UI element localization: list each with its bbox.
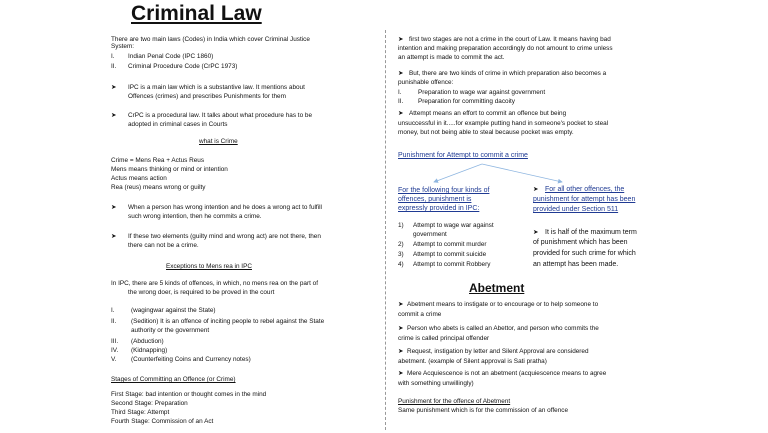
code-text-2: Criminal Procedure Code (CrPC 1973) — [128, 63, 238, 70]
other-offences-head-3: provided under Section 511 — [533, 206, 619, 213]
exception-num-1: I. — [111, 307, 115, 314]
arrow-bullet-icon: ➤ — [533, 186, 539, 193]
exception-num-5: V. — [111, 356, 117, 363]
offence-text-4: Attempt to commit Robbery — [413, 261, 491, 268]
stage-1: First Stage: bad intention or thought comes in the mind — [111, 391, 267, 398]
arrow-bullet-icon: ➤ — [398, 370, 404, 377]
arrow-bullet-icon: ➤ — [398, 36, 404, 43]
four-kinds-head-3: expressly provided in IPC: — [398, 205, 480, 212]
prep-num-1: I. — [398, 89, 402, 96]
stages-note-line-1: first two stages are not a crime in the court of Law. It means having bad — [409, 36, 611, 43]
intro-line-2: System: — [111, 43, 135, 50]
stage-2: Second Stage: Preparation — [111, 400, 188, 407]
stages-note-line-2: intention and making preparation accordingly do not amount to crime unless — [398, 45, 613, 52]
crime-def-3: Actus means action — [111, 175, 167, 182]
prep-note-line-1: But, there are two kinds of crime in which preparation also becomes a — [409, 70, 607, 77]
intention-bullet-line-1: When a person has wrong intention and he does a wrong act to fulfill — [128, 204, 322, 211]
four-kinds-head-2: offences, punishment is — [398, 196, 472, 203]
what-is-crime-heading: what is Crime — [199, 138, 238, 145]
prep-text-1: Preparation to wage war against government — [418, 89, 546, 96]
abetment-punishment-heading: Punishment for the offence of Abetment — [398, 398, 511, 405]
offence-num-4: 4) — [398, 261, 404, 268]
exception-text-3: (Abduction) — [131, 338, 164, 345]
offence-num-2: 2) — [398, 241, 404, 248]
arrow-bullet-icon: ➤ — [398, 348, 404, 355]
other-offences-head-1: For all other offences, the — [545, 186, 625, 193]
elements-bullet-line-1: If these two elements (guilty mind and wrong act) are not there, then — [128, 233, 321, 240]
abetment-b4-line-1: Mere Acquiescence is not an abetment (acquiescence means to agree — [407, 370, 607, 377]
other-offences-head-2: punishment for attempt has been — [533, 196, 636, 203]
four-kinds-head-1: For the following four kinds of — [398, 187, 490, 194]
arrow-bullet-icon: ➤ — [533, 229, 539, 236]
arrow-bullet-icon: ➤ — [111, 112, 117, 119]
crpc-bullet-line-2: adopted in criminal cases in Courts — [128, 121, 228, 128]
half-term-line-3: provided for such crime for which — [533, 250, 636, 257]
exception-text-1: (wagingwar against the State) — [131, 307, 216, 314]
column-divider — [385, 30, 386, 430]
exception-text-5: (Counterfeiting Coins and Currency notes) — [131, 356, 251, 363]
attempt-line-2: unsuccessful in it.....for example putting hand in someone's pocket to steal — [398, 120, 609, 127]
abetment-b3-line-2: abetment. (example of Silent approval is Sati pratha) — [398, 358, 547, 365]
abetment-b2-line-1: Person who abets is called an Abettor, and person who commits the — [407, 325, 599, 332]
stages-heading: Stages of Committing an Offence (or Crime) — [111, 376, 236, 383]
crime-def-2: Mens means thinking or mind or intention — [111, 166, 228, 173]
offence-text-3: Attempt to commit suicide — [413, 251, 487, 258]
prep-num-2: II. — [398, 98, 404, 105]
offence-text-1b: government — [413, 231, 447, 238]
abetment-b1-line-1: Abetment means to instigate or to encourage or to help someone to — [407, 301, 599, 308]
arrow-bullet-icon: ➤ — [111, 233, 117, 240]
crime-def-4: Rea (reus) means wrong or guilty — [111, 184, 206, 191]
stages-note-line-3: an attempt is made to commit the act. — [398, 54, 505, 61]
code-num-1: I. — [111, 53, 115, 60]
exception-num-2: II. — [111, 318, 117, 325]
elements-bullet-line-2: there can not be a crime. — [128, 242, 199, 249]
half-term-line-2: of punishment which has been — [533, 239, 628, 246]
branch-arrows-icon — [420, 160, 620, 188]
arrow-bullet-icon: ➤ — [111, 204, 117, 211]
ipc-bullet-line-2: Offences (crimes) and prescribes Punishments for them — [128, 93, 286, 100]
abetment-b3-line-1: Request, instigation by letter and Silent Approval are considered — [407, 348, 589, 355]
arrow-bullet-icon: ➤ — [398, 301, 404, 308]
half-term-line-1: It is half of the maximum term — [545, 229, 637, 236]
arrow-bullet-icon: ➤ — [111, 84, 117, 91]
code-num-2: II. — [111, 63, 117, 70]
exception-text-2b: authority or the government — [131, 327, 210, 334]
exception-num-3: III. — [111, 338, 119, 345]
arrow-bullet-icon: ➤ — [398, 70, 404, 77]
arrow-bullet-icon: ➤ — [398, 325, 404, 332]
exception-text-2a: (Sedition) It is an offence of inciting people to rebel against the State — [131, 318, 325, 325]
exception-num-4: IV. — [111, 347, 119, 354]
arrow-bullet-icon: ➤ — [398, 110, 404, 117]
offence-text-1a: Attempt to wage war against — [413, 222, 494, 229]
ipc-bullet-line-1: IPC is a main law which is a substantive law. It mentions about — [128, 84, 305, 91]
crime-def-1: Crime = Mens Rea + Actus Reus — [111, 157, 205, 164]
exceptions-intro-1: In IPC, there are 5 kinds of offences, in which, no mens rea on the part of — [111, 280, 318, 287]
abetment-punishment-text: Same punishment which is for the commission of an offence — [398, 407, 569, 414]
abetment-heading: Abetment — [469, 281, 525, 295]
abetment-b4-line-2: with something unwillingly) — [398, 380, 474, 387]
offence-text-2: Attempt to commit murder — [413, 241, 487, 248]
intro-line-1: There are two main laws (Codes) in India which cover Criminal Justice — [111, 36, 310, 43]
crpc-bullet-line-1: CrPC is a procedural law. It talks about what procedure has to be — [128, 112, 313, 119]
page-title: Criminal Law — [131, 2, 262, 25]
abetment-b1-line-2: commit a crime — [398, 311, 442, 318]
prep-text-2: Preparation for committing dacoity — [418, 98, 515, 105]
attempt-line-3: money, but not being able to steal because pocket was empty. — [398, 129, 574, 136]
offence-num-1: 1) — [398, 222, 404, 229]
punishment-attempt-heading: Punishment for Attempt to commit a crime — [398, 152, 528, 159]
code-text-1: Indian Penal Code (IPC 1860) — [128, 53, 214, 60]
offence-num-3: 3) — [398, 251, 404, 258]
exception-text-4: (Kidnapping) — [131, 347, 168, 354]
attempt-line-1: Attempt means an effort to commit an offence but being — [409, 110, 567, 117]
intention-bullet-line-2: such wrong intention, then he commits a crime. — [128, 213, 262, 220]
stage-4: Fourth Stage: Commission of an Act — [111, 418, 214, 425]
exceptions-intro-2: the wrong doer, is required to be proved in the court — [128, 289, 275, 296]
half-term-line-4: an attempt has been made. — [533, 261, 619, 268]
abetment-b2-line-2: crime is called principal offender — [398, 335, 490, 342]
stage-3: Third Stage: Attempt — [111, 409, 170, 416]
prep-note-line-2: punishable offence: — [398, 79, 454, 86]
exceptions-heading: Exceptions to Mens rea in IPC — [166, 263, 252, 270]
